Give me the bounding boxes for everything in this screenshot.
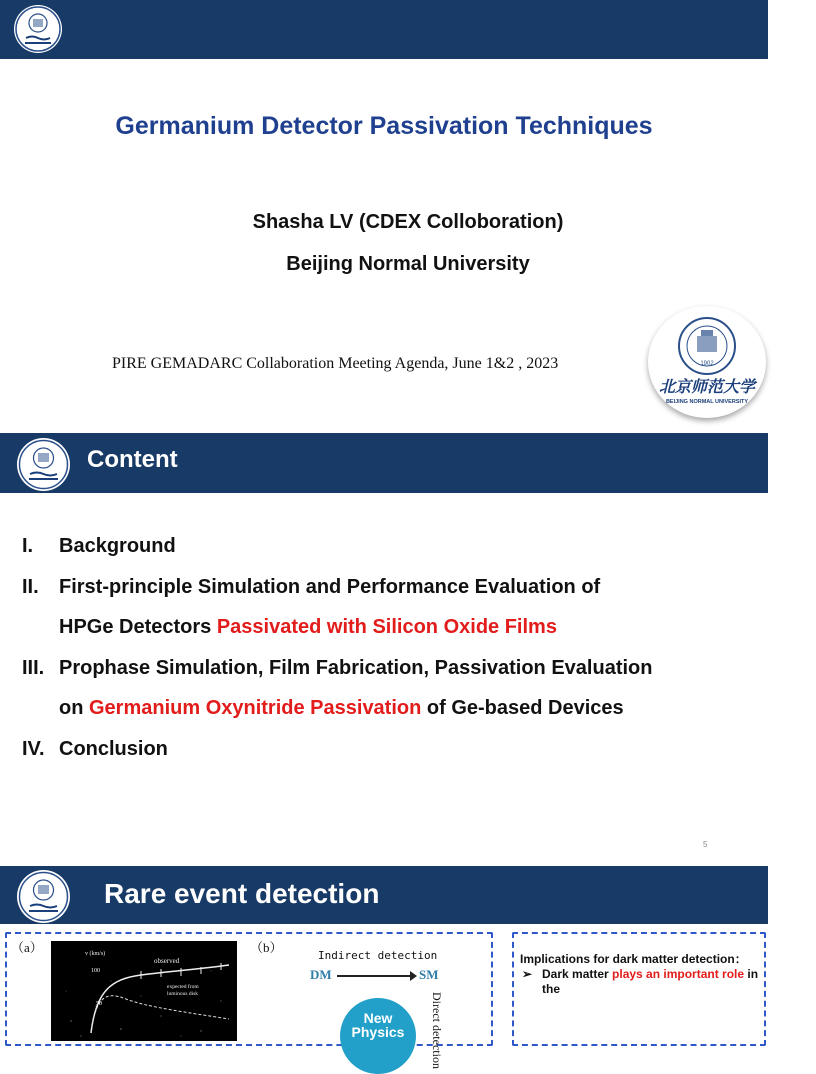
bullet-text: Dark matter <box>542 967 613 981</box>
implications-intro: Implications for dark matter detection： <box>520 952 747 966</box>
toc-text-highlight: Passivated with Silicon Oxide Films <box>216 616 557 638</box>
sm-label: SM <box>419 967 439 982</box>
university-logo <box>17 870 70 923</box>
observed-curve <box>91 965 229 1033</box>
university-logo <box>17 438 70 491</box>
header-bar <box>0 433 768 493</box>
seal-english-name: BEIJING NORMAL UNIVERSITY <box>665 399 749 405</box>
toc-text-plain: HPGe Detectors <box>59 616 217 638</box>
toc-number: IV. <box>22 737 45 760</box>
meeting-info: PIRE GEMADARC Collaboration Meeting Agenda, June 1&2 , 2023 <box>112 355 559 372</box>
figure-panel <box>5 932 493 1069</box>
tick-label: 50 <box>96 1001 102 1007</box>
toc-text-plain: on <box>59 697 89 719</box>
university-seal <box>648 306 766 418</box>
affiliation: Beijing Normal University <box>286 253 530 275</box>
toc-text: Prophase Simulation, Film Fabrication, Passivation Evaluation <box>59 656 653 679</box>
toc-text <box>59 616 557 639</box>
toc-text: Background <box>59 535 176 557</box>
rare-event-slide <box>0 866 768 1069</box>
expected-label: expected from <box>167 984 199 990</box>
detection-diagram <box>304 940 484 1069</box>
page-number: 5 <box>703 840 708 849</box>
toc-text <box>59 697 624 720</box>
implications-text <box>520 952 760 997</box>
toc-number: III. <box>22 656 45 679</box>
toc-number: II. <box>22 575 39 598</box>
direct-detection-label: Direct detection <box>430 992 444 1069</box>
error-bars <box>141 963 221 979</box>
bullet-arrow-icon: ➢ <box>522 967 533 981</box>
bullet-text: in the <box>542 967 759 996</box>
toc-text-plain: of Ge-based Devices <box>421 697 624 719</box>
rotation-curve-figure <box>51 941 237 1041</box>
content-slide <box>0 433 768 865</box>
axis-label: v (km/s) <box>85 951 106 957</box>
new-physics-circle <box>340 998 416 1074</box>
header-bar <box>0 0 768 59</box>
title-slide <box>0 0 768 432</box>
slide-heading: Content <box>87 446 178 473</box>
figure-b-label: （b） <box>250 940 283 955</box>
university-logo <box>14 5 62 53</box>
author-name: Shasha LV (CDEX Colloboration) <box>252 211 564 233</box>
implications-panel <box>512 932 766 1046</box>
expected-curve <box>91 996 229 1033</box>
presentation-title: Germanium Detector Passivation Techniques <box>115 112 653 140</box>
bullet-highlight: plays an important role <box>612 967 745 981</box>
seal-year: 1902 <box>700 361 714 367</box>
toc-number: I. <box>22 535 34 557</box>
slide-heading: Rare event detection <box>104 878 380 909</box>
seal-chinese-name: 北京师范大学 <box>658 379 756 396</box>
bullet-item <box>520 967 760 997</box>
header-bar <box>0 866 768 924</box>
circle-text: New <box>363 1010 393 1026</box>
expected-label: luminous disk <box>167 991 199 997</box>
circle-text: Physics <box>351 1024 405 1040</box>
arrow-icon <box>337 975 411 977</box>
star-field <box>66 971 222 1037</box>
figure-a-label: （a） <box>11 940 43 955</box>
dm-label: DM <box>310 967 332 982</box>
indirect-detection-label: Indirect detection <box>318 949 438 962</box>
tick-label: 100 <box>91 968 100 974</box>
observed-label: observed <box>154 957 180 965</box>
toc-text: Conclusion <box>59 737 168 760</box>
toc-text-highlight: Germanium Oxynitride Passivation <box>89 697 422 719</box>
toc-text: First-principle Simulation and Performance Evaluation of <box>59 575 601 598</box>
